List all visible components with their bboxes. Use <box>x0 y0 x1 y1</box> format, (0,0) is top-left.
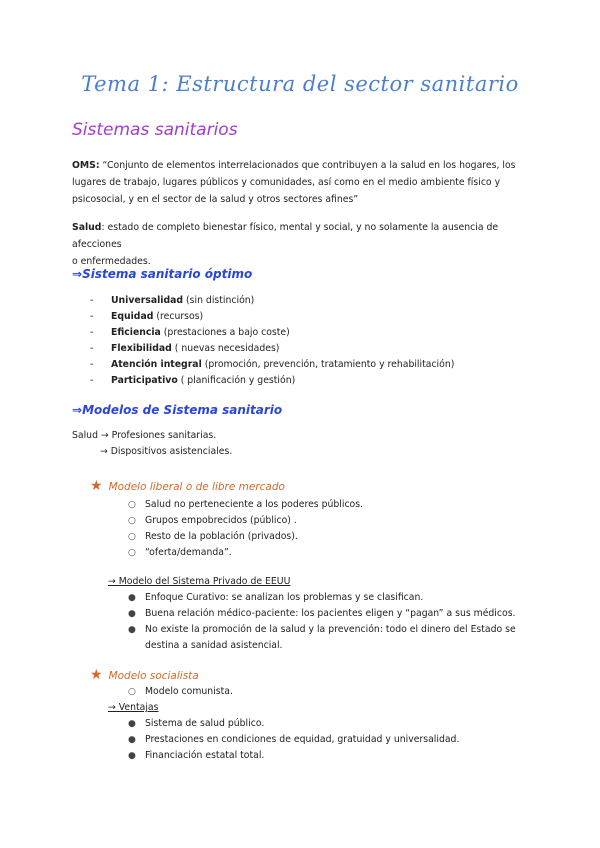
heading-liberal: ★ Modelo liberal o de libre mercado <box>90 478 285 494</box>
list-item: ● No existe la promoción de la salud y la prevención: todo el dinero del Estado se <box>128 624 516 635</box>
list-item: ○ Salud no perteneciente a los poderes públicos. <box>128 499 364 510</box>
list-item: - Atención integral (promoción, prevención, tratamiento y rehabilitación) <box>90 359 455 370</box>
salud-paragraph <box>72 219 532 270</box>
heading-modelos-text: Modelos de Sistema sanitario <box>82 403 283 417</box>
star-icon: ★ <box>90 667 103 683</box>
list-item: ● Enfoque Curativo: se analizan los problemas y se clasifican. <box>128 592 424 603</box>
list-item: ○ Modelo comunista. <box>128 686 233 697</box>
salud-label: Salud <box>72 222 102 233</box>
list-item: ○ Resto de la población (privados). <box>128 531 298 542</box>
page-title: Tema 1: Estructura del sector sanitario <box>81 72 519 96</box>
oms-label: OMS: <box>72 160 100 171</box>
oms-paragraph <box>72 157 532 208</box>
salud-profesiones-line: Salud → Profesiones sanitarias. <box>72 430 217 441</box>
list-item: - Participativo ( planificación y gestión) <box>90 375 296 386</box>
section-heading-sistemas: Sistemas sanitarios <box>72 120 238 140</box>
dispositivos-line: → Dispositivos asistenciales. <box>100 446 233 457</box>
list-item: ● Sistema de salud público. <box>128 718 265 729</box>
arrow-icon: ⇒ <box>72 267 83 281</box>
heading-optimo <box>72 267 252 281</box>
subheading-eeuu: → Modelo del Sistema Privado de EEUU <box>108 576 291 587</box>
list-item: ● Prestaciones en condiciones de equidad, gratuidad y universalidad. <box>128 734 460 745</box>
oms-line-2: lugares de trabajo, lugares públicos y comunidades, así como en el medio ambiente físico y <box>72 177 501 188</box>
list-item: - Universalidad (sin distinción) <box>90 295 255 306</box>
list-item: ○ “oferta/demanda”. <box>128 547 232 558</box>
list-item: ● Buena relación médico-paciente: los pacientes eligen y “pagan” a sus médicos. <box>128 608 516 619</box>
heading-socialista: ★ Modelo socialista <box>90 667 199 683</box>
list-item: - Flexibilidad ( nuevas necesidades) <box>90 343 280 354</box>
salud-line-1: : estado de completo bienestar físico, mental y social, y no solamente la ausencia de afecciones <box>72 222 499 250</box>
list-item: ● Financiación estatal total. <box>128 750 265 761</box>
subheading-ventajas: → Ventajas <box>108 702 159 713</box>
list-item: - Equidad (recursos) <box>90 311 204 322</box>
star-icon: ★ <box>90 478 103 494</box>
oms-line-3: psicosocial, y en el sector de la salud y otros sectores afines” <box>72 194 359 205</box>
arrow-icon: ⇒ <box>72 403 83 417</box>
heading-optimo-text: Sistema sanitario óptimo <box>82 267 253 281</box>
list-item-continuation: destina a sanidad asistencial. <box>145 640 283 651</box>
oms-line-1: “Conjunto de elementos interrelacionados que contribuyen a la salud en los hogares, los <box>99 160 516 171</box>
heading-modelos <box>72 403 282 417</box>
salud-line-2: o enfermedades. <box>72 256 151 267</box>
list-item: - Eficiencia (prestaciones a bajo coste) <box>90 327 290 338</box>
list-item: ○ Grupos empobrecidos (público) . <box>128 515 297 526</box>
